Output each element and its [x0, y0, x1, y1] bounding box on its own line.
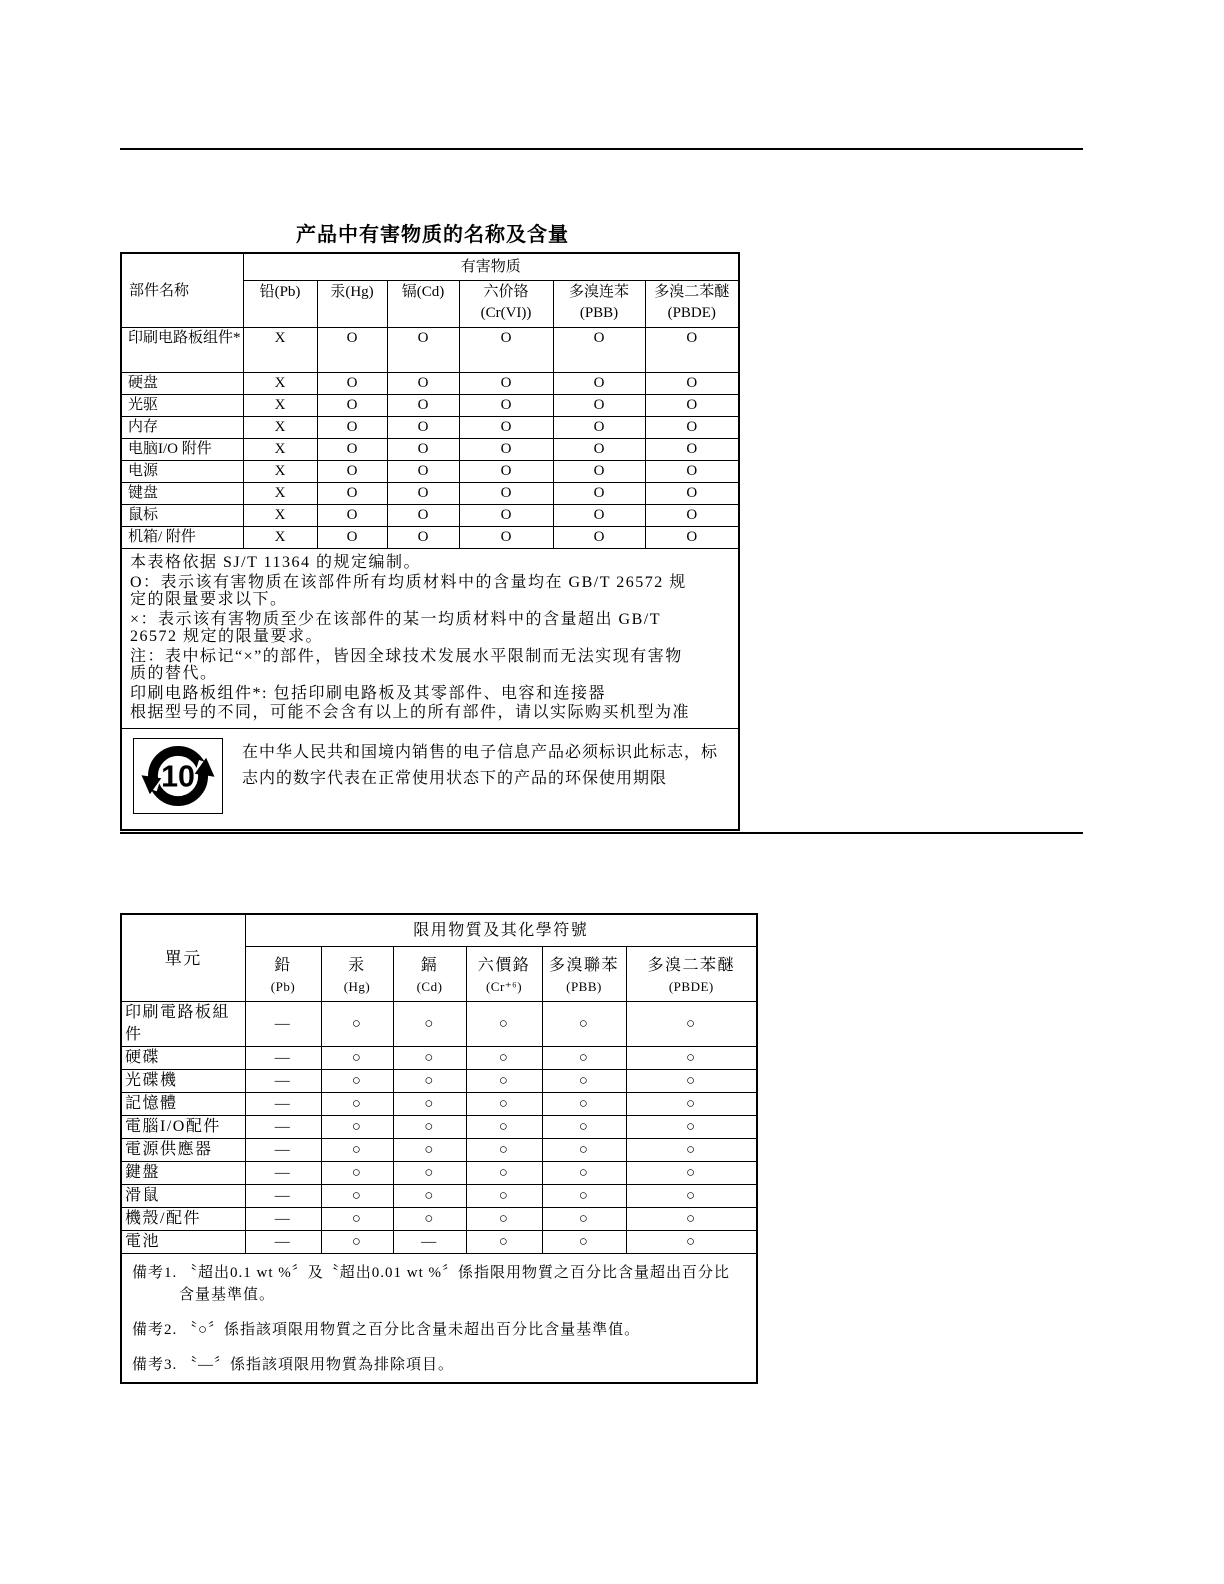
substance-value-cell: ○ — [626, 1185, 757, 1208]
table2-body — [121, 1002, 757, 1254]
group-header: 限用物質及其化學符號 — [245, 914, 757, 947]
table-row — [121, 328, 739, 373]
middle-divider — [120, 832, 1083, 834]
table2-notes-cell — [121, 1254, 757, 1384]
substance-value-cell: X — [243, 527, 317, 549]
part-name-cell: 电源 — [121, 461, 243, 483]
table-note: 注：表中标记“×”的部件，皆因全球技术发展水平限制而无法实现有害物质的替代。 — [130, 647, 683, 682]
unit-name-cell: 光碟機 — [121, 1070, 245, 1093]
substance-value-cell: O — [387, 373, 459, 395]
substance-value-cell: ○ — [321, 1002, 393, 1047]
unit-name-cell: 機殼/配件 — [121, 1208, 245, 1231]
unit-name-cell: 硬碟 — [121, 1047, 245, 1070]
substance-value-cell: — — [245, 1139, 321, 1162]
substance-value-cell: ○ — [393, 1185, 466, 1208]
substance-value-cell: ○ — [393, 1116, 466, 1139]
substance-value-cell: O — [645, 328, 739, 373]
part-name-cell: 键盘 — [121, 483, 243, 505]
substance-value-cell: — — [393, 1231, 466, 1254]
substance-value-cell: O — [553, 417, 645, 439]
table-note: 根据型号的不同，可能不会含有以上的所有部件，请以实际购买机型为准 — [130, 704, 691, 721]
substance-value-cell: O — [387, 439, 459, 461]
substance-value-cell: O — [317, 417, 387, 439]
part-name-cell: 印刷电路板组件* — [121, 328, 243, 373]
unit-name-cell: 滑鼠 — [121, 1185, 245, 1208]
table-note: ×：表示该有害物质至少在该部件的某一均质材料中的含量超出 GB/T 26572 规定的限量要求。 — [130, 610, 661, 645]
table1-header — [121, 253, 739, 328]
part-name-cell: 光驱 — [121, 395, 243, 417]
substance-value-cell: O — [553, 373, 645, 395]
substance-name: 六價鉻 — [477, 956, 531, 974]
table-row — [121, 1231, 757, 1254]
table-row — [121, 1185, 757, 1208]
substance-value-cell: ○ — [542, 1070, 626, 1093]
table-row — [121, 1116, 757, 1139]
substance-value-cell: — — [245, 1047, 321, 1070]
table-header-row — [121, 253, 739, 281]
substance-value-cell: ○ — [626, 1093, 757, 1116]
substance-value-cell: ○ — [626, 1002, 757, 1047]
efup-statement: 在中华人民共和国境内销售的电子信息产品必须标识此标志，标志内的数字代表在正常使用状态下的产品的环保使用期限 — [242, 743, 719, 787]
substance-value-cell: O — [459, 505, 553, 527]
table-header-row — [121, 914, 757, 947]
column-header — [553, 281, 645, 328]
table1-notes-cell — [121, 549, 739, 729]
substance-value-cell: O — [645, 461, 739, 483]
substance-value-cell: ○ — [321, 1047, 393, 1070]
substance-value-cell: ○ — [466, 1162, 542, 1185]
substance-value-cell: ○ — [542, 1208, 626, 1231]
substance-symbol: (Cd) — [416, 978, 443, 994]
table-note: 本表格依据 SJ/T 11364 的规定编制。 — [130, 554, 421, 571]
group-header: 有害物质 — [243, 253, 739, 281]
substance-name: 鉛 — [274, 956, 292, 974]
unit-name-cell: 電源供應器 — [121, 1139, 245, 1162]
substance-value-cell: O — [459, 483, 553, 505]
substance-value-cell: O — [459, 527, 553, 549]
efup-10-icon — [133, 738, 223, 814]
table-row — [121, 1002, 757, 1047]
substance-value-cell: — — [245, 1116, 321, 1139]
substance-name: 汞 — [348, 956, 366, 974]
substance-name: 多溴二苯醚 — [654, 284, 730, 300]
substance-value-cell: — — [245, 1093, 321, 1116]
substance-value-cell: O — [317, 483, 387, 505]
substance-value-cell: ○ — [393, 1139, 466, 1162]
substance-value-cell: O — [317, 505, 387, 527]
substance-value-cell: ○ — [393, 1047, 466, 1070]
table-row — [121, 1047, 757, 1070]
substance-value-cell: O — [459, 373, 553, 395]
substance-value-cell: O — [459, 439, 553, 461]
substance-value-cell: O — [645, 417, 739, 439]
substance-name: 鎘 — [420, 956, 439, 974]
substance-value-cell: X — [243, 328, 317, 373]
substance-value-cell: O — [387, 527, 459, 549]
table-row — [121, 1139, 757, 1162]
substance-value-cell: ○ — [393, 1002, 466, 1047]
substance-symbol: (PBDE) — [667, 305, 716, 321]
table-row — [121, 439, 739, 461]
unit-name-cell: 印刷電路板組件 — [121, 1002, 245, 1047]
substance-value-cell: O — [645, 483, 739, 505]
substance-value-cell: O — [553, 328, 645, 373]
restricted-substances-table — [120, 913, 758, 1384]
substance-value-cell: O — [553, 395, 645, 417]
substance-value-cell: ○ — [626, 1208, 757, 1231]
substance-value-cell: X — [243, 505, 317, 527]
substance-value-cell: O — [387, 328, 459, 373]
table-row — [121, 1162, 757, 1185]
part-name-cell: 机箱/ 附件 — [121, 527, 243, 549]
table1-body — [121, 328, 739, 549]
column-header — [243, 281, 317, 328]
substance-symbol: (Cr⁺⁶) — [485, 978, 523, 994]
part-name-cell: 鼠标 — [121, 505, 243, 527]
substance-value-cell: X — [243, 461, 317, 483]
substance-value-cell: X — [243, 439, 317, 461]
table-note: O：表示该有害物质在该部件所有均质材料中的含量均在 GB/T 26572 规定的限量要求以下。 — [130, 573, 687, 608]
efup-number: 10 — [161, 759, 195, 794]
substance-value-cell: ○ — [626, 1047, 757, 1070]
substance-value-cell: O — [553, 461, 645, 483]
table-row — [121, 483, 739, 505]
substance-value-cell: O — [459, 461, 553, 483]
efup-mark-cell — [121, 728, 739, 830]
substance-value-cell: ○ — [466, 1116, 542, 1139]
substance-name: 铅(Pb) — [259, 284, 301, 300]
substance-symbol: (PBB) — [566, 978, 602, 994]
substance-value-cell: ○ — [542, 1002, 626, 1047]
substance-name: 镉(Cd) — [401, 284, 445, 300]
substance-value-cell: — — [245, 1070, 321, 1093]
substance-value-cell: ○ — [626, 1162, 757, 1185]
hazardous-substances-table — [120, 252, 740, 831]
substance-value-cell: O — [459, 417, 553, 439]
substance-value-cell: X — [243, 395, 317, 417]
substance-value-cell: ○ — [626, 1070, 757, 1093]
column-header — [626, 947, 757, 1002]
table-row — [121, 395, 739, 417]
substance-value-cell: O — [459, 328, 553, 373]
notes-row — [121, 549, 739, 729]
substance-value-cell: ○ — [626, 1116, 757, 1139]
substance-value-cell: ○ — [466, 1070, 542, 1093]
substance-value-cell: — — [245, 1185, 321, 1208]
substance-value-cell: O — [317, 328, 387, 373]
substance-value-cell: ○ — [393, 1162, 466, 1185]
substance-value-cell: O — [459, 395, 553, 417]
column-header — [321, 947, 393, 1002]
substance-value-cell: O — [387, 461, 459, 483]
substance-value-cell: ○ — [542, 1047, 626, 1070]
substance-value-cell: ○ — [466, 1047, 542, 1070]
substance-value-cell: ○ — [542, 1093, 626, 1116]
substance-value-cell: O — [645, 527, 739, 549]
substance-value-cell: X — [243, 417, 317, 439]
substance-value-cell: X — [243, 483, 317, 505]
table-note: 備考3. 〝—〞係指該項限用物質為排除項目。 — [132, 1357, 455, 1373]
substance-value-cell: ○ — [321, 1116, 393, 1139]
column-header — [245, 947, 321, 1002]
notes-row — [121, 1254, 757, 1384]
column-header — [393, 947, 466, 1002]
substance-value-cell: ○ — [466, 1208, 542, 1231]
substance-value-cell: O — [317, 527, 387, 549]
substance-value-cell: ○ — [321, 1139, 393, 1162]
column-header — [317, 281, 387, 328]
substance-value-cell: O — [317, 373, 387, 395]
substance-symbol: (Cr(VI)) — [480, 305, 532, 321]
substance-value-cell: O — [553, 527, 645, 549]
efup-row — [121, 728, 739, 830]
substance-value-cell: ○ — [466, 1231, 542, 1254]
table2-footnotes — [121, 1254, 757, 1384]
unit-name-cell: 電池 — [121, 1231, 245, 1254]
column-header — [387, 281, 459, 328]
substance-symbol: (PBDE) — [668, 978, 714, 994]
substance-value-cell: ○ — [466, 1185, 542, 1208]
substance-value-cell: ○ — [321, 1093, 393, 1116]
table-row — [121, 1070, 757, 1093]
unit-name-cell: 電腦I/O配件 — [121, 1116, 245, 1139]
table-row — [121, 461, 739, 483]
substance-value-cell: ○ — [321, 1162, 393, 1185]
substance-value-cell: O — [553, 483, 645, 505]
substance-value-cell: ○ — [542, 1231, 626, 1254]
column-header — [459, 281, 553, 328]
substance-symbol: (Hg) — [343, 978, 371, 994]
part-name-cell: 电脑I/O 附件 — [121, 439, 243, 461]
column-header — [645, 281, 739, 328]
substance-value-cell: ○ — [321, 1185, 393, 1208]
table-row — [121, 373, 739, 395]
substance-value-cell: ○ — [542, 1139, 626, 1162]
substance-value-cell: ○ — [542, 1162, 626, 1185]
table-row — [121, 417, 739, 439]
table1-footnotes — [121, 549, 739, 830]
part-name-header: 部件名称 — [121, 253, 243, 328]
substance-value-cell: ○ — [542, 1116, 626, 1139]
substance-value-cell: ○ — [393, 1093, 466, 1116]
top-divider — [120, 148, 1083, 150]
substance-value-cell: O — [387, 395, 459, 417]
substance-value-cell: ○ — [626, 1139, 757, 1162]
substance-value-cell: O — [553, 505, 645, 527]
substance-value-cell: O — [645, 439, 739, 461]
table-row — [121, 527, 739, 549]
unit-name-cell: 記憶體 — [121, 1093, 245, 1116]
substance-value-cell: ○ — [466, 1093, 542, 1116]
page-title: 产品中有害物质的名称及含量 — [296, 224, 569, 246]
table-row — [121, 505, 739, 527]
substance-value-cell: O — [317, 395, 387, 417]
substance-value-cell: — — [245, 1208, 321, 1231]
substance-value-cell: ○ — [321, 1070, 393, 1093]
substance-value-cell: ○ — [542, 1185, 626, 1208]
substance-value-cell: O — [387, 417, 459, 439]
substance-name: 多溴二苯醚 — [647, 956, 736, 974]
substance-value-cell: X — [243, 373, 317, 395]
part-name-cell: 硬盘 — [121, 373, 243, 395]
substance-value-cell: ○ — [626, 1231, 757, 1254]
table-row — [121, 1093, 757, 1116]
substance-value-cell: — — [245, 1162, 321, 1185]
unit-name-cell: 鍵盤 — [121, 1162, 245, 1185]
substance-value-cell: O — [317, 461, 387, 483]
substance-value-cell: — — [245, 1231, 321, 1254]
table-note: 備考2. 〝○〞係指該項限用物質之百分比含量未超出百分比含量基準值。 — [132, 1322, 641, 1338]
substance-symbol: (PBB) — [579, 305, 619, 321]
column-header — [466, 947, 542, 1002]
substance-value-cell: — — [245, 1002, 321, 1047]
substance-symbol: (Pb) — [270, 978, 296, 994]
substance-value-cell: O — [317, 439, 387, 461]
substance-name: 多溴聯苯 — [548, 956, 619, 974]
substance-value-cell: O — [645, 395, 739, 417]
substance-value-cell: ○ — [321, 1208, 393, 1231]
table-row — [121, 1208, 757, 1231]
table-note: 備考1. 〝超出0.1 wt %〞及〝超出0.01 wt %〞係指限用物質之百分比含量超出百分比含量基準值。 — [132, 1265, 730, 1303]
substance-name: 多溴连苯 — [568, 284, 629, 300]
substance-name: 六价铬 — [483, 284, 529, 300]
substance-name: 汞(Hg) — [330, 284, 374, 300]
table2-header — [121, 914, 757, 1002]
substance-value-cell: O — [387, 483, 459, 505]
part-name-cell: 内存 — [121, 417, 243, 439]
column-header — [542, 947, 626, 1002]
substance-value-cell: O — [645, 373, 739, 395]
substance-value-cell: ○ — [393, 1208, 466, 1231]
substance-value-cell: O — [387, 505, 459, 527]
substance-value-cell: ○ — [466, 1002, 542, 1047]
substance-value-cell: ○ — [321, 1231, 393, 1254]
substance-value-cell: ○ — [393, 1070, 466, 1093]
substance-value-cell: O — [553, 439, 645, 461]
substance-value-cell: O — [645, 505, 739, 527]
table-note: 印刷电路板组件*: 包括印刷电路板及其零部件、电容和连接器 — [130, 684, 606, 702]
substance-value-cell: ○ — [466, 1139, 542, 1162]
unit-header: 單元 — [121, 914, 245, 1002]
